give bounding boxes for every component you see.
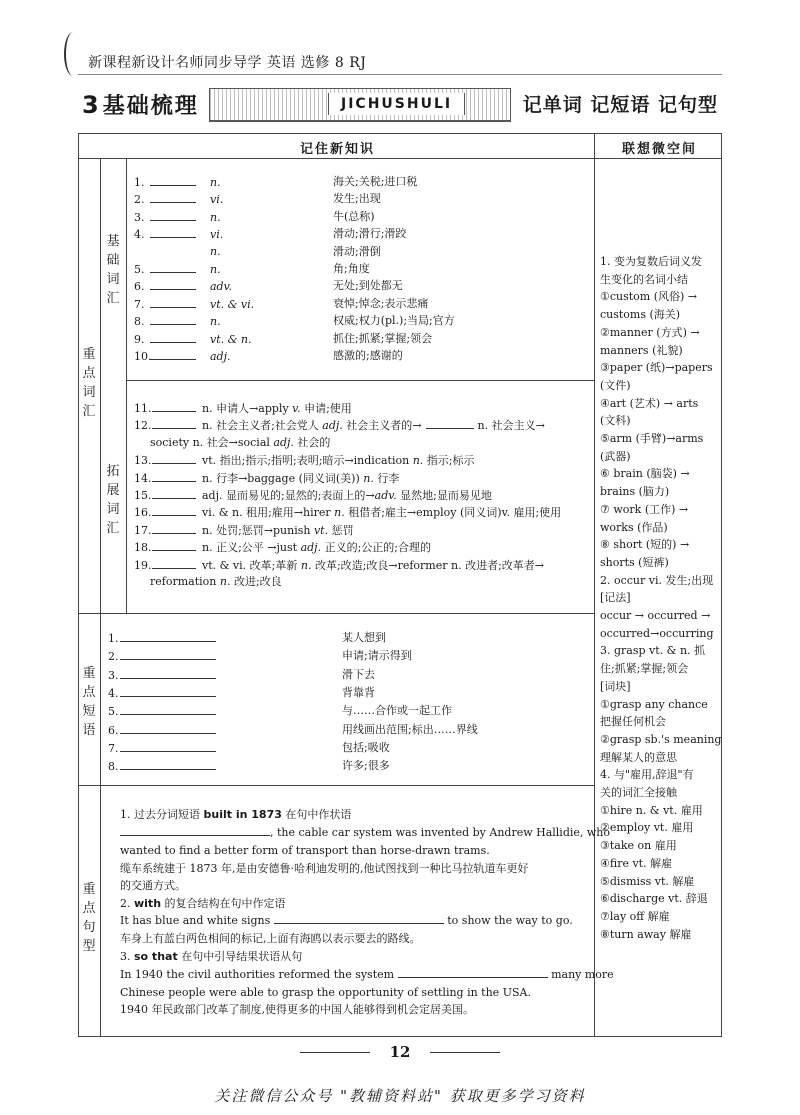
side-note-line: ③paper (纸)→papers (600, 361, 713, 375)
phrase-meaning: 用线画出范围;标出……界线 (342, 722, 478, 736)
entry-text: 显然地;显而易见地 (396, 489, 492, 502)
side-note-line: occur → occurred → (600, 609, 711, 622)
basic-word-row (134, 244, 221, 260)
header-rule (78, 74, 722, 75)
side-note-line: ⑧turn away 解雇 (600, 927, 692, 941)
phrase-sentence-divider (78, 785, 594, 786)
entry-text: 行李 (373, 471, 400, 485)
basic-word-row (134, 331, 252, 348)
side-note-line: ①custom (风俗) → (600, 290, 698, 304)
part-of-speech: adj. (322, 419, 343, 433)
sentence-1-title: 1. 过去分词短语 built in 1873 在句中作状语 (120, 808, 352, 821)
side-note-line: ②manner (方式) → (600, 325, 700, 339)
section-column-divider (100, 158, 101, 1037)
answer-blank[interactable] (150, 174, 196, 186)
item-number: 4. (108, 686, 119, 700)
entry-text: 指示;标示 (423, 454, 475, 468)
phrase-meaning: 申请;请示得到 (342, 649, 412, 663)
word-meaning: 无处;到处都无 (333, 279, 403, 293)
entry-text: vt. 指出;指示;指明;表明;暗示→indication (202, 454, 413, 468)
part-of-speech: n. (334, 506, 345, 520)
group-column-divider (126, 158, 127, 613)
basic-word-row (134, 226, 223, 243)
answer-blank[interactable] (150, 296, 196, 308)
part-of-speech: n. (363, 471, 374, 485)
part-of-speech: adv. (374, 489, 397, 502)
item-number: 1. (134, 176, 145, 189)
part-of-speech: n. (210, 315, 221, 329)
banner-title-text: 基础梳理 (102, 94, 199, 119)
side-note-line: customs (海关) (600, 308, 681, 322)
side-note-line: ④art (艺术) → arts (600, 396, 699, 410)
basic-word-row (134, 209, 221, 226)
answer-blank[interactable] (152, 487, 196, 499)
item-number: 3. (108, 668, 119, 682)
side-note-line: ⑥ brain (脑袋) → (600, 467, 690, 481)
vocab-phrase-divider (78, 613, 594, 614)
side-note-line: ④fire vt. 解雇 (600, 856, 673, 870)
entry-text: n. 行李→baggage (同义词(美)) (202, 471, 364, 485)
answer-blank[interactable] (152, 470, 196, 482)
main-column-header: 记住新知识 (300, 142, 376, 157)
entry-text: vi. & n. 租用;雇用→hirer (202, 506, 335, 520)
item-number: 8. (108, 760, 119, 774)
word-meaning: 衰悼;悼念;表示悲痛 (333, 296, 429, 310)
item-number: 15. (134, 489, 152, 502)
answer-blank[interactable] (398, 966, 548, 978)
side-note-line: ⑧ short (短的) → (600, 538, 690, 552)
answer-blank[interactable] (150, 348, 196, 360)
item-number: 18. (134, 541, 152, 555)
group-label-extended: 拓 展 词 汇 (106, 464, 120, 536)
item-number: 17. (134, 523, 152, 537)
basic-ext-divider (126, 380, 594, 381)
item-number: 7. (134, 297, 145, 311)
entry-text: n. 申请人→apply (202, 402, 293, 415)
header-decoration (64, 32, 82, 76)
part-of-speech: adj. (210, 350, 231, 363)
side-column-divider (594, 133, 595, 1037)
side-note-line: 3. grasp vt. & n. 抓 (600, 644, 706, 658)
extended-word-row (134, 539, 431, 556)
word-meaning: 牛(总称) (333, 209, 375, 223)
answer-blank[interactable] (120, 740, 216, 752)
part-of-speech: n. (210, 263, 221, 276)
entry-text: 正义的;公正的;合理的 (321, 541, 431, 555)
side-note-line: brains (脑力) (600, 485, 670, 499)
entry-text: adj. 显而易见的;显然的;表面上的→ (202, 489, 375, 502)
sentence-3-title: 3. so that 在句中引导结果状语从句 (120, 950, 303, 963)
phrase-row (108, 667, 216, 684)
extended-word-row (134, 452, 475, 469)
entry-text: reformation (150, 575, 220, 588)
phrase-row (108, 740, 216, 757)
answer-blank[interactable] (150, 209, 196, 221)
item-number: 4. (134, 228, 145, 242)
part-of-speech: n. (210, 176, 221, 189)
sentence-3-english-line-1: In 1940 the civil authorities reformed the system many more (120, 968, 614, 981)
side-note-line: ②grasp sb.'s meaning (600, 732, 722, 746)
side-note-line: 理解某人的意思 (600, 750, 677, 764)
word-meaning: 滑动;滑倒 (333, 244, 381, 258)
item-number: 8. (134, 315, 145, 329)
basic-word-row (134, 348, 231, 365)
side-note-line: ⑦ work (工作) → (600, 502, 689, 516)
side-note-line: 生变化的名词小结 (600, 272, 688, 286)
phrase-row (108, 648, 216, 665)
page-number: 12 (389, 1043, 411, 1061)
word-meaning: 角;角度 (333, 262, 370, 275)
entry-text: 惩罚 (328, 523, 354, 537)
entry-text: society n. 社会→social (150, 435, 274, 449)
word-meaning: 抓住;抓紧;掌握;领会 (333, 331, 433, 345)
item-number: 13. (134, 454, 152, 468)
side-note-line: ①grasp any chance (600, 697, 708, 711)
side-note-line: ⑦lay off 解雇 (600, 909, 670, 923)
side-note-line: [记法] (600, 591, 631, 605)
item-number: 5. (108, 705, 119, 719)
part-of-speech: n. (210, 244, 221, 258)
sentence-3-chinese: 1940 年民政部门改革了制度,使得更多的中国人能够得到机会定居美国。 (120, 1003, 474, 1016)
entry-text: 申请;使用 (300, 402, 352, 415)
basic-word-row (134, 174, 221, 191)
part-of-speech: vt. & n. (210, 332, 252, 346)
phrase-row (108, 703, 216, 720)
item-number: 1. (108, 632, 119, 645)
banner-pinyin: JICHUSHULI (328, 93, 465, 115)
side-note-line: 住;抓紧;掌握;领会 (600, 662, 689, 676)
answer-blank[interactable] (150, 226, 196, 238)
answer-blank[interactable] (150, 191, 196, 203)
word-meaning: 感激的;感谢的 (333, 349, 403, 362)
side-note-line: 关的词汇全接触 (600, 786, 677, 799)
phrase-meaning: 某人想到 (342, 631, 386, 644)
phrase-meaning: 与……合作或一起工作 (342, 704, 452, 718)
side-note-line: 2. occur vi. 发生;出现 (600, 573, 714, 587)
part-of-speech: adj. (300, 541, 322, 555)
item-number: 16. (134, 506, 152, 520)
extended-word-row (134, 400, 352, 417)
item-number: 7. (108, 741, 119, 755)
answer-blank[interactable] (120, 630, 216, 642)
phrase-row (108, 630, 216, 647)
sentence-2-english: It has blue and white signs to show the way to go. (120, 914, 573, 927)
side-note-line: ⑤dismiss vt. 解雇 (600, 874, 695, 888)
part-of-speech: v. (292, 402, 301, 415)
sentence-2-chinese: 车身上有蓝白两色相间的标记,上面有海鸥以表示要去的路线。 (120, 932, 421, 945)
banner-subtitle: 记单词 记短语 记句型 (510, 88, 722, 122)
basic-word-row (134, 313, 221, 330)
sentence-1-english-line-2: wanted to find a better form of transport than horse-drawn trams. (120, 844, 490, 857)
basic-word-row (134, 191, 223, 208)
extended-word-row (150, 435, 330, 451)
running-header: 新课程新设计名师同步导学 英语 选修 8 RJ (88, 55, 367, 71)
answer-blank[interactable] (150, 331, 196, 343)
answer-blank[interactable] (120, 685, 216, 697)
side-note-line: ⑥discharge vt. 辞退 (600, 892, 708, 906)
phrase-row (108, 722, 216, 739)
item-number: 2. (134, 193, 145, 207)
answer-blank[interactable] (120, 703, 216, 715)
phrase-meaning: 滑下去 (342, 667, 375, 681)
answer-blank[interactable] (120, 758, 216, 770)
side-note-line: 把握任何机会 (600, 715, 666, 729)
extended-word-row (134, 470, 399, 487)
sentence-3-english-line-2: Chinese people were able to grasp the opportunity of settling in the USA. (120, 986, 531, 999)
answer-blank[interactable] (152, 504, 196, 516)
item-number: 10. (134, 350, 152, 363)
answer-blank[interactable] (152, 539, 196, 551)
banner-number: 3 (82, 91, 101, 119)
section-label-sentences: 重 点 句 型 (82, 882, 96, 954)
answer-blank[interactable] (150, 244, 196, 255)
entry-text: n. 社会主义者;社会党人 (202, 419, 323, 433)
side-note-line: (武器) (600, 449, 631, 463)
part-of-speech: adv. (210, 280, 233, 294)
basic-word-row (134, 278, 232, 295)
answer-blank[interactable] (426, 417, 474, 429)
extended-word-row (134, 504, 561, 521)
entry-text: vt. & vi. 改革;革新 (202, 558, 301, 572)
side-note-line: works (作品) (600, 520, 668, 534)
answer-blank[interactable] (120, 667, 216, 679)
answer-blank[interactable] (152, 557, 196, 569)
part-of-speech: n. (412, 454, 424, 468)
phrase-meaning: 包括;吸收 (342, 740, 390, 754)
basic-word-row (134, 261, 221, 278)
sentence-1-chinese-line-1: 缆车系统建于 1873 年,是由安德鲁·哈利迪发明的,他试图找到一种比马拉轨道车更好 (120, 862, 529, 875)
answer-blank[interactable] (152, 400, 196, 412)
item-number: 11. (134, 402, 152, 415)
answer-blank[interactable] (120, 648, 216, 660)
word-meaning: 发生;出现 (333, 192, 381, 206)
side-note-line: ①hire n. & vt. 雇用 (600, 803, 703, 817)
entry-text: 改革;改造;改良→reformer n. 改进者;改革者→ (311, 558, 544, 572)
sentence-2-title: 2. with 的复合结构在句中作定语 (120, 897, 286, 910)
entry-text: n. 正义;公平 →just (202, 541, 301, 555)
section-label-vocab: 重 点 词 汇 (82, 347, 96, 419)
side-note-line: 4. 与"雇用,辞退"有 (600, 768, 694, 782)
banner-title (78, 88, 210, 122)
extended-word-row (150, 574, 282, 590)
extended-word-row (134, 417, 545, 434)
answer-blank[interactable] (120, 722, 216, 734)
part-of-speech: n. (219, 575, 231, 588)
word-meaning: 滑动;滑行;滑跤 (333, 227, 407, 241)
entry-text: 社会主义者的→ (342, 419, 422, 433)
item-number: 14. (134, 471, 152, 485)
basic-word-row (134, 296, 254, 313)
answer-blank[interactable] (152, 522, 196, 534)
entry-text: 社会的 (293, 435, 331, 449)
part-of-speech: n. (300, 558, 312, 572)
extended-word-row (134, 487, 492, 504)
side-note-line: ③take on 雇用 (600, 839, 677, 853)
word-meaning: 权威;权力(pl.);当局;官方 (333, 314, 455, 328)
side-note-line: (文件) (600, 378, 631, 392)
side-note-line: ⑤arm (手臂)→arms (600, 432, 704, 445)
answer-blank[interactable] (150, 261, 196, 273)
part-of-speech: vt. & vi. (210, 297, 255, 311)
entry-text: n. 处罚;惩罚→punish (202, 523, 314, 537)
answer-blank[interactable] (150, 278, 196, 290)
word-meaning: 海关;关税;进口税 (333, 175, 418, 188)
item-number: 2. (108, 650, 119, 664)
entry-text: n. 社会主义→ (477, 419, 545, 433)
section-banner (78, 88, 722, 122)
phrase-row (108, 758, 216, 775)
part-of-speech: vi. (210, 228, 224, 242)
item-number: 5. (134, 263, 145, 276)
side-column-header: 联想微空间 (622, 142, 698, 157)
side-note-line: ②employ vt. 雇用 (600, 821, 694, 835)
extended-word-row (134, 557, 544, 574)
part-of-speech: vt. (313, 523, 329, 537)
section-label-phrases: 重 点 短 语 (82, 666, 96, 738)
part-of-speech: n. (210, 210, 221, 224)
phrase-meaning: 背靠背 (342, 685, 375, 699)
sentence-1-chinese-line-2: 的交通方式。 (120, 879, 186, 892)
item-number: 12. (134, 419, 152, 433)
entry-text: 租借者;雇主→employ (同义词)v. 雇用;使用 (344, 506, 562, 520)
sentence-1-english-line-1: , the cable car system was invented by Andrew Hallidie, who (120, 824, 590, 842)
answer-blank[interactable] (152, 452, 196, 464)
part-of-speech: adj. (273, 435, 294, 449)
group-label-basic: 基 础 词 汇 (106, 234, 120, 306)
item-number: 6. (108, 723, 119, 737)
side-note-line: [词块] (600, 679, 631, 693)
item-number: 6. (134, 280, 145, 294)
answer-blank[interactable] (120, 824, 270, 836)
item-number: 3. (134, 210, 145, 224)
item-number: 9. (134, 332, 145, 346)
side-note-line: occurred→occurring (600, 626, 714, 640)
part-of-speech: vi. (210, 193, 224, 207)
footer-note: 关注微信公众号 "教辅资料站" 获取更多学习资料 (214, 1087, 586, 1105)
answer-blank[interactable] (274, 912, 444, 924)
answer-blank[interactable] (150, 313, 196, 325)
phrase-meaning: 许多;很多 (342, 759, 390, 773)
answer-blank[interactable] (152, 417, 196, 429)
side-note-line: manners (礼貌) (600, 343, 683, 357)
side-note-line: 1. 变为复数后词义发 (600, 255, 702, 268)
side-note-line: shorts (短裤) (600, 555, 669, 569)
extended-word-row (134, 522, 354, 539)
table-header-rule (78, 158, 722, 159)
side-note-line: (文科) (600, 414, 631, 428)
item-number: 19. (134, 558, 152, 572)
phrase-row (108, 685, 216, 702)
entry-text: 改进;改良 (230, 575, 282, 588)
